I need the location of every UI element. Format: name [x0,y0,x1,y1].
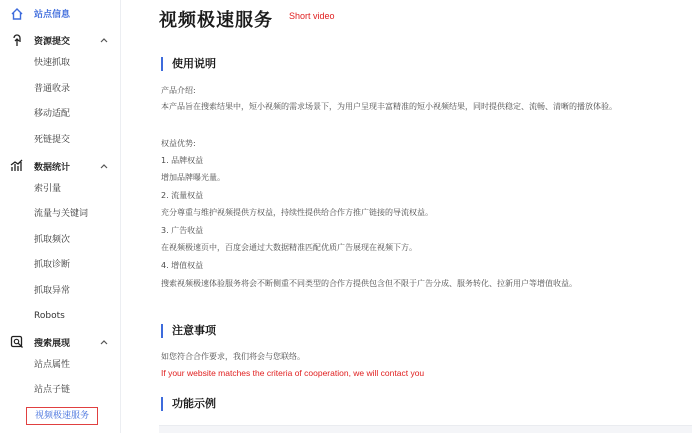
sidebar-item-normal-index[interactable]: 普通收录 [34,84,71,94]
sidebar-item-site-attributes[interactable]: 站点属性 [34,360,71,370]
sidebar-item-sitelinks[interactable]: 站点子链 [34,385,71,395]
benefit-title: 1. 品牌权益 [161,156,204,165]
sidebar [0,0,121,433]
sidebar-item-label: 站点信息 [34,10,71,20]
sidebar-item-site-info[interactable] [0,3,121,25]
benefit-desc: 在视频极速页中，百度会通过大数据精准匹配优质广告展现在视频下方。 [161,243,417,252]
page-title-english: Short video [289,11,335,21]
sidebar-section-resource-submit[interactable] [0,29,121,51]
sidebar-item-crawl-errors[interactable]: 抓取异常 [34,286,71,296]
sidebar-item-traffic-keywords[interactable]: 流量与关键词 [34,209,89,219]
benefits-label: 权益优势: [161,139,196,148]
sidebar-item-crawl-diagnosis[interactable]: 抓取诊断 [34,260,71,270]
benefit-title: 4. 增值权益 [161,261,204,270]
benefit-title: 2. 流量权益 [161,191,204,200]
sidebar-section-search-display[interactable] [0,331,121,353]
page-title: 视频极速服务 [159,10,273,31]
sidebar-section-data-stats[interactable] [0,155,121,177]
section-heading-example: 功能示例 [161,397,216,411]
upload-link-icon [10,33,24,47]
notice-text-english: If your website matches the criteria of cooperation, we will contact you [161,368,425,378]
benefit-title: 3. 广告收益 [161,226,204,235]
chevron-up-icon[interactable] [99,337,109,347]
main-content [159,0,692,433]
chevron-up-icon[interactable] [99,161,109,171]
home-icon [10,7,24,21]
section-heading-notice: 注意事项 [161,324,216,338]
section-heading-usage: 使用说明 [161,57,216,71]
sidebar-item-dead-link[interactable]: 死链提交 [34,135,71,145]
intro-label: 产品介绍: [161,86,196,95]
sidebar-section-label: 数据统计 [34,163,71,173]
intro-text: 本产品旨在搜索结果中，短小视频的需求场景下，为用户呈现丰富精准的短小视频结果，同时提供稳定、流畅、清晰的播放体验。 [161,102,617,111]
search-display-icon [10,335,24,349]
benefit-desc: 充分尊重与维护视频提供方权益，持续性提供给合作方推广链接的导流权益。 [161,208,433,217]
sidebar-section-label: 资源提交 [34,37,71,47]
sidebar-section-label: 搜索展现 [34,339,71,349]
benefit-desc: 增加品牌曝光量。 [161,173,225,182]
notice-text: 如您符合合作要求，我们将会与您联络。 [161,352,305,361]
sidebar-item-video-speed-service[interactable]: 视频极速服务 [26,407,98,425]
sidebar-item-robots[interactable]: Robots [34,311,65,321]
chevron-up-icon[interactable] [99,35,109,45]
benefit-desc: 搜索视频极速体验服务将会不断侧重不同类型的合作方提供包含但不限于广告分成、服务转化、拉新用户等增值收益。 [161,279,577,288]
example-panel [159,425,692,433]
sidebar-item-index-count[interactable]: 索引量 [34,184,62,194]
sidebar-item-mobile-adapt[interactable]: 移动适配 [34,109,71,119]
sidebar-item-crawl-frequency[interactable]: 抓取频次 [34,235,71,245]
sidebar-item-quick-crawl[interactable]: 快速抓取 [34,58,71,68]
bar-chart-icon [10,159,24,173]
